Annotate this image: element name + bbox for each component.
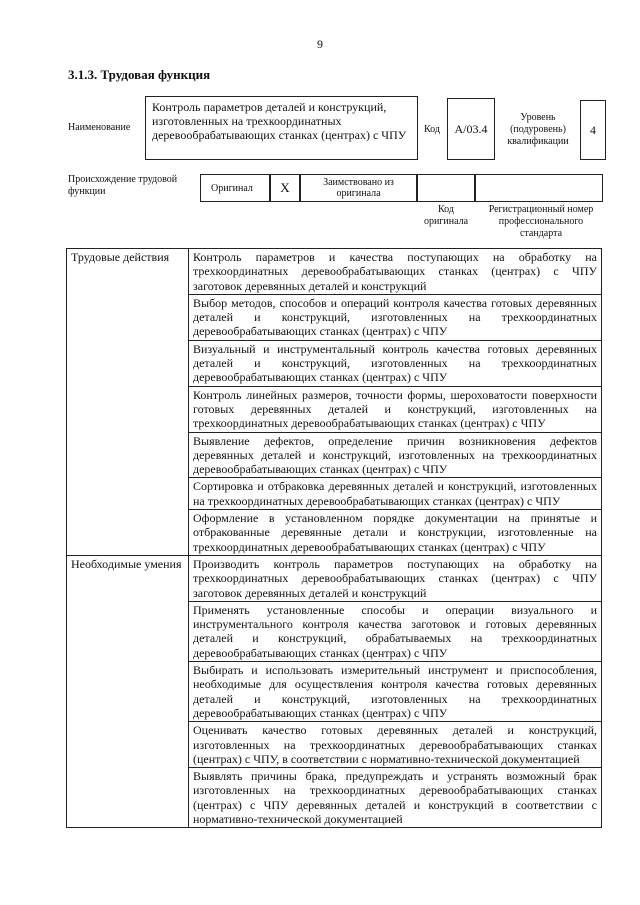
item-cell — [189, 478, 602, 510]
group-label: Необходимые умения — [67, 555, 189, 827]
item-text: Оценивать качество готовых деревянных деталей и конструкций, изготовленных на трехкоординатных деревообрабатывающих станках (центрах) с ЧПУ, в соответствии с нормативно-технической документацией — [193, 723, 597, 766]
level-box — [580, 100, 606, 160]
page-number: 9 — [317, 37, 323, 51]
original-cell — [200, 174, 270, 202]
item-cell — [189, 601, 602, 661]
code-caption: Код оригинала — [423, 204, 469, 227]
code-label: Код — [424, 124, 440, 135]
item-text: Контроль параметров и качества поступающих на обработку на трехкоординатных деревообрабатывающих станках (центрах) с ЧПУ заготовок деревянных деталей и конструкций — [193, 250, 597, 293]
item-text: Выбор методов, способов и операций контроля качества готовых деревянных деталей и конструкций, изготовленных на трехкоординатных деревообрабатывающих станках (центрах) с ЧПУ — [193, 295, 597, 339]
item-cell — [189, 432, 602, 478]
item-cell — [189, 510, 602, 556]
item-cell — [189, 340, 602, 386]
item-cell — [189, 386, 602, 432]
regnum-cell — [475, 174, 603, 202]
item-text: Визуальный и инструментальный контроль качества готовых деревянных деталей и конструкций, изготовленных на трехкоординатных деревообрабатывающих станках (центрах) с ЧПУ — [193, 341, 597, 385]
item-text: Применять установленные способы и операции визуального и инструментального контроля качества заготовок и готовых деревянных деталей и конструкций, обрабатываемых на трехкоординатных деревообрабатывающих станках (центрах) с ЧПУ — [193, 602, 597, 660]
table-row — [67, 555, 602, 601]
item-text: Выявление дефектов, определение причин возникновения дефектов деревянных деталей и конструкций, изготовленных на трехкоординатных деревообрабатывающих станках (центрах) с ЧПУ — [193, 433, 597, 477]
item-text: Сортировка и отбраковка деревянных деталей и конструкций, изготовленных на трехкоординатных деревообрабатывающих станках (центрах) с ЧПУ — [193, 479, 597, 508]
level-label: Уровень (подуровень) квалификации — [507, 112, 569, 147]
level-value: 4 — [590, 122, 596, 137]
item-text: Оформление в установленном порядке документации на принятые и отбракованные деревянные детали и конструкции, изготовленные на трехкоординатных деревообрабатывающих станках (центрах) с ЧПУ — [193, 511, 597, 554]
function-name: Контроль параметров деталей и конструкций, изготовленных на трехкоординатных деревообрабатывающих станках (центрах) с ЧПУ — [152, 100, 407, 142]
functions-table — [66, 248, 602, 828]
origin-label: Происхождение трудовой функции — [68, 174, 178, 197]
original-mark-cell — [270, 174, 300, 202]
item-text: Производить контроль параметров поступающих на обработку на трехкоординатных деревообрабатывающих станках (центрах) с ЧПУ заготовок деревянных деталей и конструкций — [193, 556, 597, 600]
function-name-box — [145, 96, 418, 160]
item-text: Выявлять причины брака, предупреждать и устранять возможный брак изготовленных на трехкоординатных деревообрабатывающих станках (центрах) с ЧПУ деревянных деталей и конструкций в соответствии с нормативно-технической документацией — [193, 769, 597, 826]
group-label: Трудовые действия — [67, 249, 189, 556]
borrowed-cell — [300, 174, 417, 202]
original-label: Оригинал — [211, 182, 253, 194]
original-mark: X — [280, 180, 290, 195]
name-label: Наименование — [68, 122, 131, 133]
code-value: A/03.4 — [454, 121, 488, 136]
table-row — [67, 249, 602, 295]
section-title: 3.1.3. Трудовая функция — [68, 67, 211, 82]
regnum-caption: Регистрационный номер профессионального стандарта — [488, 204, 594, 239]
original-code-cell — [417, 174, 475, 202]
borrowed-label: Заимствовано из оригинала — [323, 177, 394, 199]
item-cell — [189, 249, 602, 295]
item-cell — [189, 555, 602, 601]
item-cell — [189, 768, 602, 828]
item-cell — [189, 294, 602, 340]
item-text: Выбирать и использовать измерительный инструмент и приспособления, необходимые для осуществления контроля качества готовых деревянных деталей и конструкций, изготовленных на трехкоординатных деревообрабатывающих станках (центрах) с ЧПУ — [193, 663, 597, 720]
item-text: Контроль линейных размеров, точности формы, шероховатости поверхности готовых деревянных деталей и конструкций, изготовленных на трехкоординатных деревообрабатывающих станках (центрах) с ЧПУ — [193, 387, 597, 431]
item-cell — [189, 662, 602, 722]
code-box — [447, 98, 495, 160]
item-cell — [189, 722, 602, 768]
